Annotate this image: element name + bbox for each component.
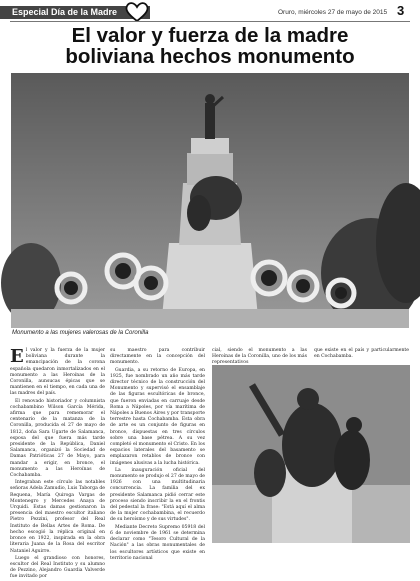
page-header [0, 0, 420, 22]
monument-illustration [11, 73, 409, 328]
article-column-3 [212, 348, 307, 366]
headline [10, 25, 410, 67]
paragraph: La inauguración oficial del monumento se produjo el 27 de mayo de 1926 con una multitudinaria concurrencia. La familia del ex presidente Salamanca pidió cerrar este proceso siendo inscribir la en el frontis del pedestal la frase: "Está aquí el alma de la mujer cochabambina, el recuerdo de su heroísmo y de sus virtudes". [110, 467, 205, 523]
article-column-4 [314, 348, 409, 362]
heart-icon [124, 1, 150, 23]
paragraph: El valor y la fuerza de la mujer boliviana durante la emancipación de la corona española quedaron inmortalizados en el monumento a las Heroínas de la Coronilla, aunsucas épicas que se mantienen en el tiempo, en cada una de las madres del país. [10, 346, 105, 397]
monument-photo [11, 73, 409, 328]
paragraph: El renovado historiador y columnista cochabambino Wilson García Mérida, afirma que para rememorar el centenario de la matanza de la Coronilla, producida el 27 de mayo de 1812, doña Sara Ugarte de Salamanca, esposa del que fuera más tarde presidente de la República, Daniel Salamanca, organizó la Sociedad de Damas Patrióticas 27 de Mayo, para mandar a erigir, en bronce, el monumento a las Heroínas de Cochabamba. [10, 398, 105, 479]
article-column-1 [10, 346, 105, 580]
photo-caption: Monumento a las mujeres valerosas de la Coronilla [12, 330, 149, 336]
paragraph: Luego el grandioso con honores, escultor del Real Instituto y su alumno de Pezzino, Alejandro Guardia Valverde fue invitado por [10, 555, 105, 580]
header-rule [10, 21, 410, 22]
paragraph: Integraban este círculo las notables señoras Adela Zamudio, Luis Taborga de Requena, María Quiroga Vargas de Montenegro y Mercedes Anaya de Urquidi. Estas damas gestionaron la presencia del maestro escultor italiano Pietro Pezzini, profesor del Real Instituto de Bellas Artes de Roma. De hecho escogió la réplica original en bronce en 1922, inspirada en la obra literaria Juana de la Rosa del escritor Nataniel Aguirre. [10, 480, 105, 554]
paragraph: su maestro para contribuir directamente en la concepción del monumento. [110, 348, 205, 366]
section-label: Especial Día de la Madre [0, 6, 150, 19]
paragraph: cial, siendo el monumento a las Heroínas de la Coronilla, uno de los más representativos [212, 348, 307, 366]
issue-date: Oruro, miércoles 27 de mayo de 2015 [278, 9, 388, 16]
paragraph: Guardia, a su retorno de Europa, en 1925, fue nombrado un año más tarde director técnico de la construcción del Monumento y supervisó el ensamblaje de las figuras escultóricas de bronce, que fueron enviadas en carruaje desde Roma a Nápoles, por vía marítima de Nápoles a Buenos Aires y por transporte terrestre hasta Cochabamba. Esta obra de arte es un conjunto de figuras en bronce, dispuestas en tres círculos sobre una base pétrea. A su vez completó el monumento el Cristo. En los espacios laterales del basamento se emplazaron retablos de bronce con imágenes alusivas a la lucha histórica. [110, 367, 205, 466]
drop-cap: E [10, 346, 24, 367]
article-column-2 [110, 348, 205, 561]
statue-detail-photo [212, 365, 410, 543]
headline-line-2: boliviana hechos monumento [65, 45, 355, 68]
page-number: 3 [397, 3, 405, 18]
statue-detail-illustration [212, 365, 410, 543]
paragraph: que existe en el país y particularmente en Cochabamba. [314, 348, 409, 360]
paragraph: Mediante Decreto Supremo 05918 del 6 de noviembre de 1961 se determina declarar como "Tesoro Cultural de la Nación" a las obras monumentales de los escultores artísticos que existe en territorio nacional [110, 524, 205, 561]
headline-line-1: El valor y fuerza de la madre [71, 24, 349, 47]
